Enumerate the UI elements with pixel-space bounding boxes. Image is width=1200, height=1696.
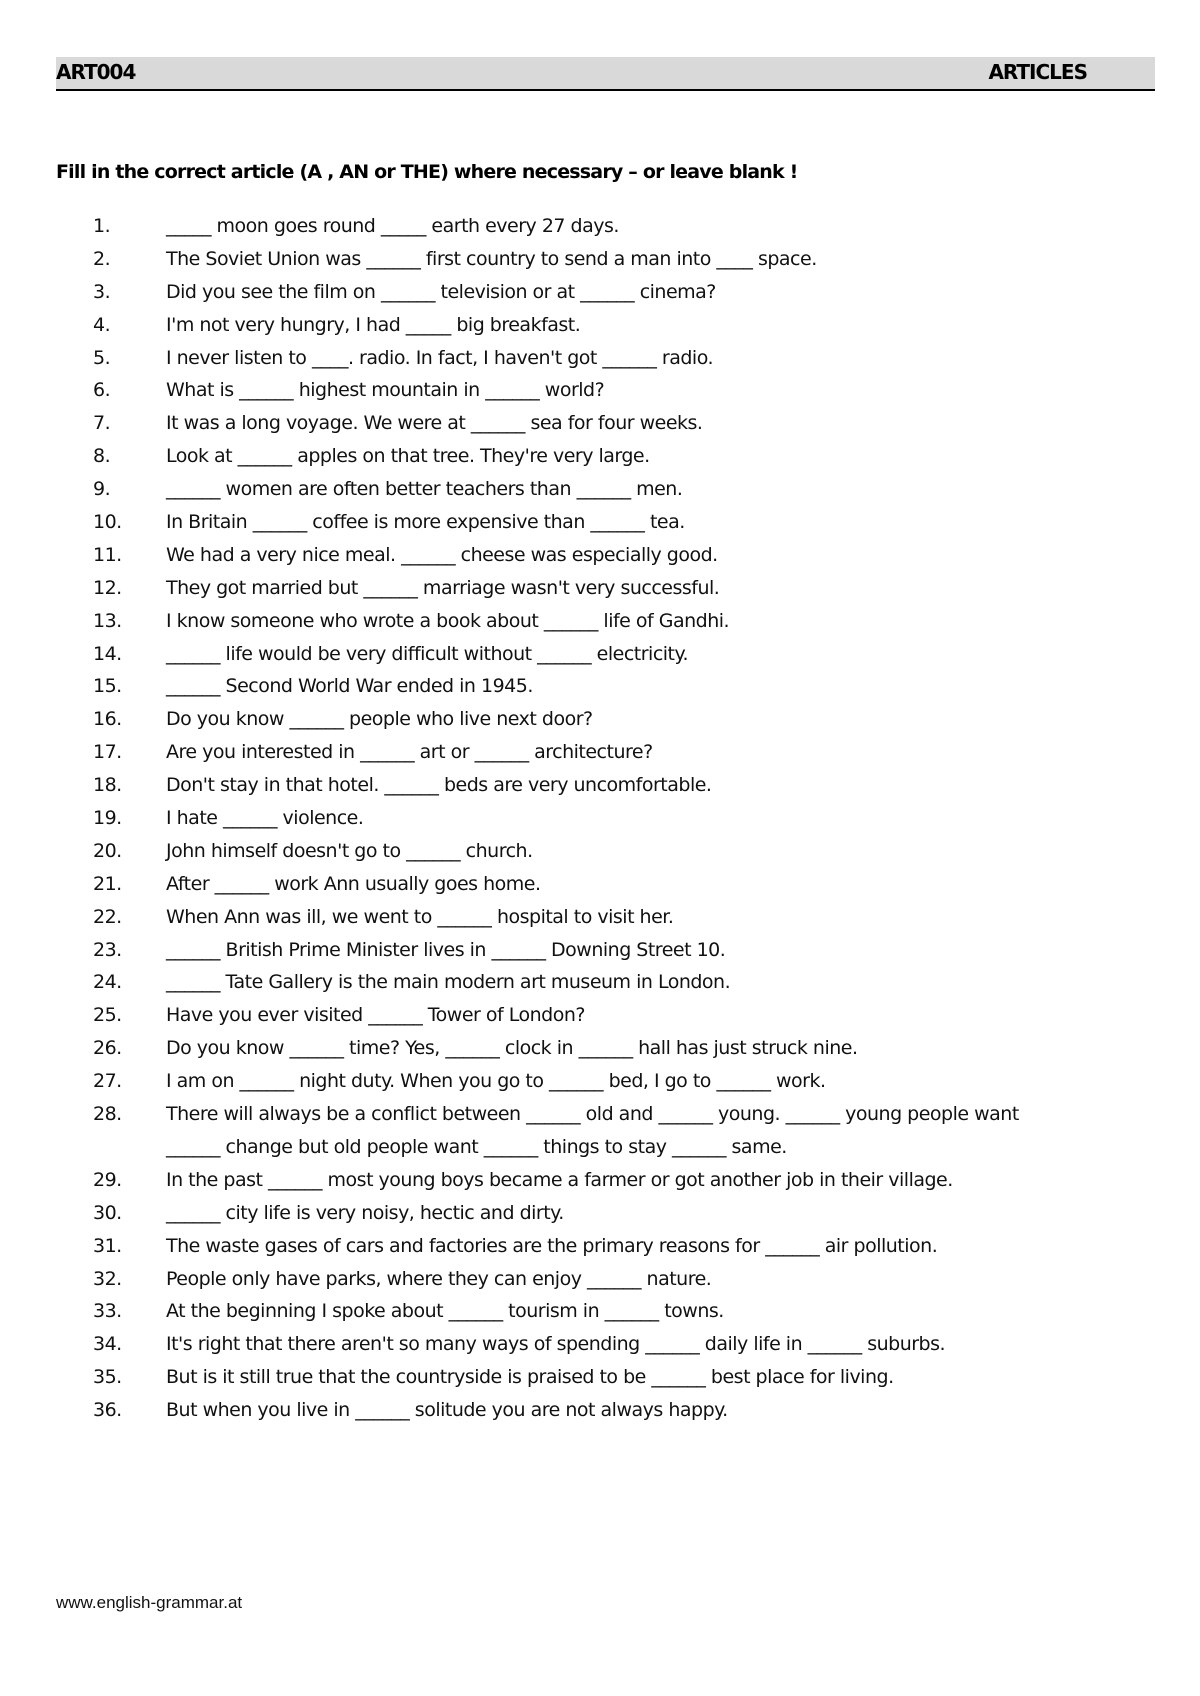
exercise-item xyxy=(0,1197,1200,1230)
item-number: 21. xyxy=(93,872,122,895)
item-sentence: They got married but ______ marriage wasn't very successful. xyxy=(166,576,720,599)
item-sentence: Do you know ______ people who live next door? xyxy=(166,708,593,731)
exercise-item xyxy=(0,243,1200,276)
item-number: 25. xyxy=(93,1004,122,1027)
item-number: 19. xyxy=(93,807,122,830)
item-sentence: At the beginning I spoke about ______ tourism in ______ towns. xyxy=(166,1300,724,1323)
exercise-item xyxy=(0,440,1200,473)
item-number: 14. xyxy=(93,642,122,665)
item-sentence: When Ann was ill, we went to ______ hospital to visit her. xyxy=(166,905,674,928)
exercise-item xyxy=(0,802,1200,835)
exercise-item xyxy=(0,736,1200,769)
item-number: 22. xyxy=(93,905,122,928)
item-number: 8. xyxy=(93,445,111,468)
exercise-item xyxy=(0,901,1200,934)
item-number: 13. xyxy=(93,609,122,632)
item-sentence: Have you ever visited ______ Tower of London? xyxy=(166,1004,585,1027)
item-number: 11. xyxy=(93,543,122,566)
exercise-item xyxy=(0,473,1200,506)
exercise-item xyxy=(0,966,1200,999)
item-number: 16. xyxy=(93,708,122,731)
item-sentence: Do you know ______ time? Yes, ______ clock in ______ hall has just struck nine. xyxy=(166,1037,858,1060)
exercise-item xyxy=(0,572,1200,605)
item-sentence: I hate ______ violence. xyxy=(166,807,364,830)
exercise-item xyxy=(0,506,1200,539)
footer-url: www.english-grammar.at xyxy=(56,1593,243,1612)
item-sentence: In Britain ______ coffee is more expensive than ______ tea. xyxy=(166,511,685,534)
exercise-item xyxy=(0,1361,1200,1394)
exercise-item xyxy=(0,309,1200,342)
item-sentence: But is it still true that the countryside is praised to be ______ best place for living. xyxy=(166,1366,894,1389)
item-sentence: Don't stay in that hotel. ______ beds are very uncomfortable. xyxy=(166,774,712,797)
item-sentence: I know someone who wrote a book about ______ life of Gandhi. xyxy=(166,609,730,632)
exercise-item xyxy=(0,1230,1200,1263)
item-sentence: People only have parks, where they can enjoy ______ nature. xyxy=(166,1267,712,1290)
item-sentence: Did you see the film on ______ television or at ______ cinema? xyxy=(166,280,716,303)
item-sentence: John himself doesn't go to ______ church. xyxy=(166,839,533,862)
item-number: 23. xyxy=(93,938,122,961)
item-number: 31. xyxy=(93,1234,122,1257)
exercise-item xyxy=(0,1328,1200,1361)
item-number: 32. xyxy=(93,1267,122,1290)
exercise-item xyxy=(0,934,1200,967)
item-sentence: ______ Second World War ended in 1945. xyxy=(166,675,533,698)
item-number: 10. xyxy=(93,511,122,534)
item-number: 36. xyxy=(93,1399,122,1422)
item-sentence: After ______ work Ann usually goes home. xyxy=(166,872,541,895)
item-number: 12. xyxy=(93,576,122,599)
item-sentence: ______ life would be very difficult without ______ electricity. xyxy=(166,642,689,665)
worksheet-code: ART004 xyxy=(56,60,136,84)
exercise-item xyxy=(0,1065,1200,1098)
exercise-item xyxy=(0,769,1200,802)
exercise-item xyxy=(0,670,1200,703)
exercise-item xyxy=(0,1098,1200,1164)
exercise-item xyxy=(0,210,1200,243)
header-bar xyxy=(56,57,1155,91)
item-number: 17. xyxy=(93,741,122,764)
exercise-list xyxy=(0,210,1200,1427)
exercise-item xyxy=(0,374,1200,407)
item-sentence: There will always be a conflict between ______ old and ______ young. ______ young people want ______ change but old people want ______ things to stay ______ same. xyxy=(166,1103,1019,1158)
item-sentence: The Soviet Union was ______ first country to send a man into ____ space. xyxy=(166,247,817,270)
exercise-item xyxy=(0,342,1200,375)
item-sentence: In the past ______ most young boys became a farmer or got another job in their village. xyxy=(166,1168,953,1191)
exercise-item xyxy=(0,1032,1200,1065)
item-sentence: Look at ______ apples on that tree. They're very large. xyxy=(166,445,650,468)
item-number: 34. xyxy=(93,1333,122,1356)
exercise-item xyxy=(0,1164,1200,1197)
item-number: 4. xyxy=(93,313,111,336)
item-number: 35. xyxy=(93,1366,122,1389)
item-sentence: Are you interested in ______ art or ______ architecture? xyxy=(166,741,653,764)
item-sentence: ______ women are often better teachers than ______ men. xyxy=(166,478,683,501)
item-number: 29. xyxy=(93,1168,122,1191)
item-sentence: But when you live in ______ solitude you are not always happy. xyxy=(166,1399,728,1422)
item-number: 18. xyxy=(93,774,122,797)
item-sentence: It was a long voyage. We were at ______ sea for four weeks. xyxy=(166,412,703,435)
exercise-item xyxy=(0,1394,1200,1427)
item-sentence: ______ Tate Gallery is the main modern art museum in London. xyxy=(166,971,731,994)
item-number: 30. xyxy=(93,1201,122,1224)
item-sentence: I never listen to ____. radio. In fact, I haven't got ______ radio. xyxy=(166,346,714,369)
item-number: 3. xyxy=(93,280,111,303)
item-number: 2. xyxy=(93,247,111,270)
item-number: 5. xyxy=(93,346,111,369)
exercise-item xyxy=(0,868,1200,901)
exercise-item xyxy=(0,1263,1200,1296)
item-sentence: I am on ______ night duty. When you go to ______ bed, I go to ______ work. xyxy=(166,1070,826,1093)
exercise-item xyxy=(0,703,1200,736)
item-number: 33. xyxy=(93,1300,122,1323)
exercise-item xyxy=(0,276,1200,309)
item-sentence: _____ moon goes round _____ earth every 27 days. xyxy=(166,215,619,237)
item-sentence: ______ city life is very noisy, hectic and dirty. xyxy=(166,1201,564,1224)
item-sentence: The waste gases of cars and factories are the primary reasons for ______ air pollution. xyxy=(166,1234,938,1257)
item-number: 7. xyxy=(93,412,111,435)
item-sentence: What is ______ highest mountain in ______ world? xyxy=(166,379,605,402)
instruction-text: Fill in the correct article (A , AN or THE) where necessary – or leave blank ! xyxy=(56,161,798,183)
item-number: 15. xyxy=(93,675,122,698)
item-sentence: ______ British Prime Minister lives in ______ Downing Street 10. xyxy=(166,938,726,961)
exercise-item xyxy=(0,407,1200,440)
exercise-item xyxy=(0,605,1200,638)
exercise-item xyxy=(0,638,1200,671)
item-sentence: We had a very nice meal. ______ cheese was especially good. xyxy=(166,543,718,566)
item-number: 26. xyxy=(93,1037,122,1060)
item-number: 28. xyxy=(93,1103,122,1126)
exercise-item xyxy=(0,539,1200,572)
item-number: 24. xyxy=(93,971,122,994)
item-number: 1. xyxy=(93,215,111,237)
item-sentence: It's right that there aren't so many ways of spending ______ daily life in ______ suburbs. xyxy=(166,1333,946,1356)
item-number: 27. xyxy=(93,1070,122,1093)
item-number: 6. xyxy=(93,379,111,402)
exercise-item xyxy=(0,999,1200,1032)
exercise-item xyxy=(0,1295,1200,1328)
exercise-item xyxy=(0,835,1200,868)
item-number: 9. xyxy=(93,478,111,501)
item-sentence: I'm not very hungry, I had _____ big breakfast. xyxy=(166,313,581,336)
item-number: 20. xyxy=(93,839,122,862)
worksheet-title: ARTICLES xyxy=(988,60,1087,84)
